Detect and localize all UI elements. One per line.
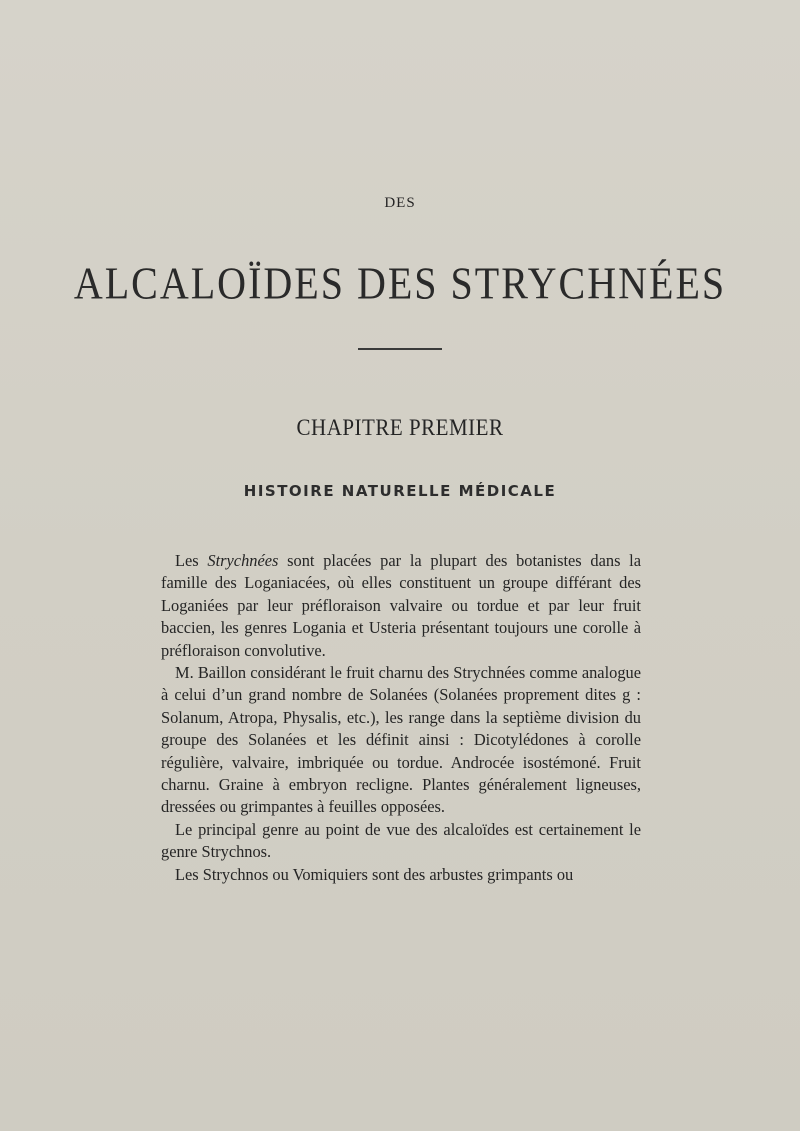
paragraph-2: M. Baillon considérant le fruit charnu des Strychnées comme analogue à celui d’un grand nombre de Solanées (Solanées proprement dites g : Solanum, Atropa, Physalis, etc.), les range dans la septième division du groupe des Solanées et les définit ainsi : Dicotylédones à corolle régulière, valvaire, imbriquée ou tordue. Androcée isostémoné. Fruit charnu. Graine à embryon recligne. Plantes généralement ligneuses, dressées ou grimpantes à feuilles opposées. xyxy=(161,663,641,817)
paragraph-1-emphasis: Strychnées xyxy=(207,551,279,570)
book-title: ALCALOÏDES DES STRYCHNÉES xyxy=(73,257,727,309)
body-text xyxy=(161,550,641,886)
paragraph-1 xyxy=(161,550,641,662)
section-heading: HISTOIRE NATURELLE MÉDICALE xyxy=(243,482,557,500)
chapter-heading: CHAPITRE PREMIER xyxy=(296,414,504,441)
paragraph-1-lead: Les xyxy=(175,551,208,570)
paragraph-3: Le principal genre au point de vue des alcaloïdes est certainement le genre Strychnos. xyxy=(161,819,641,862)
paragraph-1-rest: sont placées par la plupart des botanistes dans la famille des Loganiacées, où elles constituent un groupe différant des Loganiées par leur préfloraison valvaire ou tordue et par leur fruit baccien, les genres Logania et Usteria présentant toujours une corolle à préfloraison convolutive. xyxy=(161,551,642,660)
title-divider-rule xyxy=(358,348,442,350)
paragraph-4: Les Strychnos ou Vomiquiers sont des arbustes grimpants ou xyxy=(175,864,574,884)
pre-title: DES xyxy=(384,195,416,211)
